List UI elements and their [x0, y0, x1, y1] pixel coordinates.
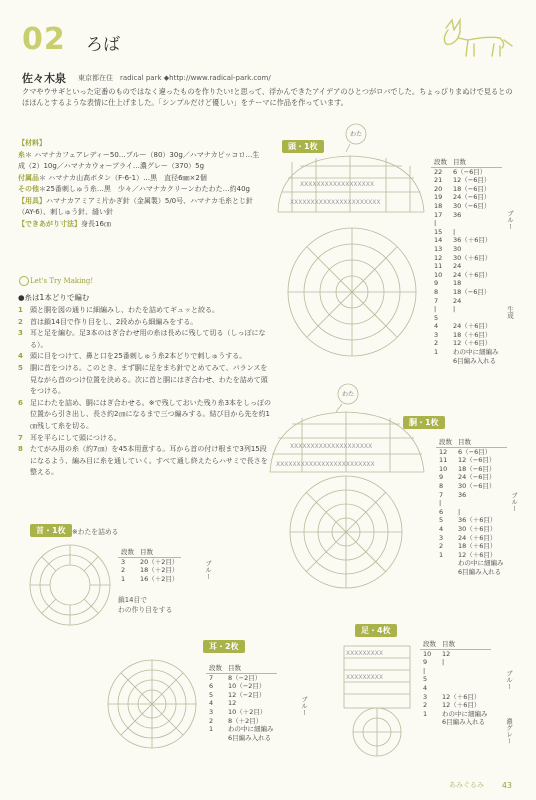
table-row: | [439, 499, 442, 508]
table-row: 18 30（−6目） [434, 201, 491, 210]
svg-text:XXXXXXXXXXXXXXXXXXXXXX: XXXXXXXXXXXXXXXXXXXXXX [290, 199, 381, 206]
table-row: 3 18（＋6目） [434, 330, 492, 339]
table-row: 1 わの中に細編み [209, 725, 274, 734]
svg-text:XXXXXXXXXXXXXXXXXXXX: XXXXXXXXXXXXXXXXXXXX [290, 443, 373, 450]
table-row: 17 36 [434, 210, 462, 219]
table-row: 4 30（＋6目） [439, 524, 497, 533]
head-diagram [270, 122, 428, 358]
svg-text:わた: わた [350, 131, 363, 138]
step-item: 4 頭に目をつけて、鼻と口を25番刺しゅう糸2本どりで刺しゅうする。 [18, 352, 247, 361]
step-item: 2 首は鎖14目で作り目をし、2段めから細編みをする。 [18, 317, 198, 326]
table-row: 4 24（＋6目） [434, 322, 492, 331]
parts-text: ＊ ハマナカ山高ボタン（F-6-1）…黒 直径6㎜×2個 [39, 173, 207, 182]
body-badge: 胴・1枚 [403, 416, 445, 429]
table-row: 2 12（＋6目） [434, 339, 492, 348]
leg-rows-table: 段数 目数 10 12 9 | | 5 4 3 12（＋6目） 2 12（＋6目） 1 わの中に細編み 6目編み入れる [420, 640, 491, 727]
table-row: 5 [423, 675, 428, 684]
other-label: その他 [18, 185, 39, 193]
table-row: 19 24（−6目） [434, 193, 491, 202]
table-row: 10 12 [423, 649, 451, 658]
table-row: 7 36 [439, 490, 467, 499]
table-row: 21 12（−6目） [434, 176, 491, 185]
author-name: 佐々木泉 [22, 72, 66, 85]
leg-badge: 足・4枚 [355, 624, 397, 637]
table-row: 7 24 [434, 296, 462, 305]
author-location: 東京都在住 radical park ◆http://www.radical-park.com/ [78, 74, 271, 82]
materials-title: 【材料】 [18, 139, 46, 147]
table-row: 2 12（＋6目） [423, 701, 481, 710]
table-row: 22 6（−6目） [434, 167, 487, 176]
tools-text: ハマナカアミアミ片かぎ針（金属製）5/0号、ハマナカ毛糸とじ針（AY-6）、刺しゅう針、縫い針 [18, 196, 253, 216]
table-row: 3 10（＋2目） [209, 707, 267, 716]
table-row: 9 | [423, 658, 445, 667]
step-item: 7 耳を平らにして頭につける。 [18, 433, 121, 442]
head-color-bottom: 生成 [506, 306, 514, 319]
table-row: 5 [434, 313, 439, 322]
svg-text:XXXXXXXXX: XXXXXXXXX [346, 674, 383, 681]
table-row: 9 24（−6目） [439, 473, 496, 482]
head-rows-table: 段数 目数 22 6（−6目） 21 12（−6目） 20 18（−6目） 19 24（−6目） 18 30（−6目） 17 36 | 15 | 14 36（＋6目） 13 30 12 30（＋6目） 11 24 10 24（＋6目） 9 18 8 18（−6目） 7 24 | | 5 4 24（＋6目） 3 18（＋6目） 2 12（＋6目） 1 わの中に細編み 6目編み入れる [431, 158, 502, 365]
table-row: | | [434, 305, 456, 314]
table-row: 3 12（＋6目） [423, 692, 481, 701]
svg-text:XXXXXXXXXXXXXXXXXXXXXXXX: XXXXXXXXXXXXXXXXXXXXXXXX [276, 461, 375, 468]
steps-heading: Let's Try Making! [30, 277, 94, 285]
table-row: 12 30（＋6目） [434, 253, 492, 262]
table-row: 13 30 [434, 244, 462, 253]
size-label: 【できあがり寸法】 [18, 219, 81, 228]
intro-text: クマやウサギといった定番のものではなく違ったものを作りたい!と思って、浮かんできたアイデアのひとつがロバでした。ちょっぴりまぬけで見るとのほほんとするような表情に仕上げました。「シンプルだけど優しい」をテーマに作品を作っています。 [22, 87, 513, 107]
size-text: 身長16㎝ [81, 219, 111, 228]
table-row: 2 18（＋2目） [121, 566, 179, 575]
table-row: 1 わの中に細編み [434, 348, 499, 357]
svg-text:XXXXXXXXX: XXXXXXXXX [346, 650, 383, 657]
table-row: 5 36（＋6目） [439, 516, 497, 525]
ear-rows-table: 段数 目数 7 8（−2目） 6 10（−2目） 5 12（−2目） 4 12 3 10（＋2目） 2 8（＋2目） 1 わの中に細編み 6目編み入れる [206, 664, 277, 742]
table-row: | [434, 219, 437, 228]
table-row: 4 [423, 683, 428, 692]
ear-badge: 耳・2枚 [203, 640, 245, 653]
table-row: 14 36（＋6目） [434, 236, 492, 245]
table-row: 6目編み入れる [442, 718, 486, 727]
leaf-icon [19, 276, 29, 286]
step-item: 8 たてがみ用の糸（約7㎝）を45本用意する。耳から首の付け根まで3列15段になるよう、編み目に糸を通していく。すべて通し終えたらハサミで長さを整える。 [18, 445, 268, 477]
table-row: 6目編み入れる [453, 356, 497, 365]
parts-label: 付属品 [18, 173, 39, 182]
table-row: わの中に細編み [458, 559, 504, 568]
neck-note: ※わたを詰める [72, 528, 119, 536]
table-row: 11 12（−6目） [439, 456, 496, 465]
table-row: 6目編み入れる [458, 567, 502, 576]
table-row: 1 16（＋2目） [121, 574, 179, 583]
ear-diagram [104, 656, 200, 752]
table-row: 2 18（＋6目） [439, 542, 497, 551]
table-row: 12 6（−6目） [439, 447, 492, 456]
neck-diagram [22, 540, 118, 630]
step-item: 3 耳と足を編む。足3本のはぎ合わせ用の糸は長めに残して切る（しっぽになる）。 [18, 329, 266, 349]
table-row: 1 わの中に細編み [423, 709, 488, 718]
neck-color: ブルー [204, 560, 212, 580]
table-row: 9 18 [434, 279, 462, 288]
materials-section [18, 138, 266, 230]
table-row: 10 24（＋6目） [434, 270, 492, 279]
footer-label: あみぐるみ [449, 781, 484, 789]
table-row: 15 | [434, 227, 456, 236]
head-badge: 頭・1枚 [282, 140, 324, 153]
table-row: 8 30（−6目） [439, 481, 496, 490]
neck-rows-table: 段数 目数 3 20（＋2目） 2 18（＋2目） 1 16（＋2目） [118, 548, 181, 583]
neck-chain-note-2: わの作り目をする [118, 606, 173, 614]
step-item: 5 胴に首をつける。このとき、まず胴に足をまち針でとめてみて、バランスを見ながら首のつけ位置を決める。次に首と胴にはぎ合わせ、わたを詰めて頭をつける。 [18, 363, 268, 396]
table-row: 10 18（−6目） [439, 464, 496, 473]
leg-color-bottom: 濃グレー [505, 718, 513, 744]
page-title: ろば [86, 35, 120, 55]
yarn-label: 糸 [18, 150, 25, 159]
table-row: 6目編み入れる [228, 733, 272, 742]
page-number: 43 [501, 781, 512, 790]
neck-badge: 首・1枚 [30, 524, 72, 537]
step-item: 1 頭と胴を図の通りに細編みし、わたを詰めてギュッと絞る。 [18, 306, 219, 314]
leg-diagram [338, 640, 416, 760]
body-color: ブルー [510, 492, 518, 512]
table-row: 11 24 [434, 262, 462, 271]
table-row: 3 24（＋6目） [439, 533, 497, 542]
table-row: 5 12（−2目） [209, 690, 266, 699]
donkey-illustration-icon [438, 14, 518, 60]
table-row: 6 10（−2目） [209, 682, 266, 691]
other-text: ＊25番刺しゅう糸…黒 少々／ハマナカクリーンわたわた…約40g [39, 185, 250, 193]
neck-chain-note-1: 鎖14目で [118, 596, 148, 604]
table-row: 7 8（−2目） [209, 673, 262, 682]
table-row: 20 18（−6目） [434, 184, 491, 193]
table-row: 2 8（＋2目） [209, 716, 263, 725]
table-row: 8 18（−6目） [434, 287, 491, 296]
pattern-number: 02 [22, 22, 66, 57]
body-diagram [262, 382, 430, 592]
table-row: | [423, 666, 426, 675]
tools-label: 【用具】 [18, 196, 46, 205]
leg-color-top: ブルー [505, 670, 513, 690]
table-row: 3 20（＋2目） [121, 557, 179, 566]
ear-color: ブルー [300, 696, 308, 716]
table-row: 4 12 [209, 699, 237, 708]
steps-intro: ●糸は1本どりで編む [18, 293, 90, 302]
table-row: 6 | [439, 507, 461, 516]
svg-text:XXXXXXXXXXXXXXXXXX: XXXXXXXXXXXXXXXXXX [300, 181, 374, 188]
yarn-text: ＊ ハマナカフェアレディー50…ブルー（80）30g／ハマナカピッコロ…生成（2）10g／ハマナカウォーブライ…濃グレー（370）5g [18, 150, 260, 170]
steps-list [18, 305, 273, 479]
head-color-top: ブルー [506, 210, 514, 230]
svg-text:わた: わた [342, 391, 355, 398]
step-item: 6 足にわたを詰め、胴にはぎ合わせる。※で残しておいた残り糸3本をしっぽの位置から引き出し、長さ約2㎝になるまで三つ編みする。結び目から先を約1㎝残して糸を切る。 [18, 398, 272, 430]
body-rows-table: 段数 目数 12 6（−6目） 11 12（−6目） 10 18（−6目） 9 24（−6目） 8 30（−6目） 7 36 | 6 | 5 36（＋6目） 4 30（＋6目） 3 24（＋6目） 2 18（＋6目） 1 12（＋6目） わの中に細編み 6目編み入れる [436, 438, 507, 577]
table-row: 1 12（＋6目） [439, 550, 497, 559]
